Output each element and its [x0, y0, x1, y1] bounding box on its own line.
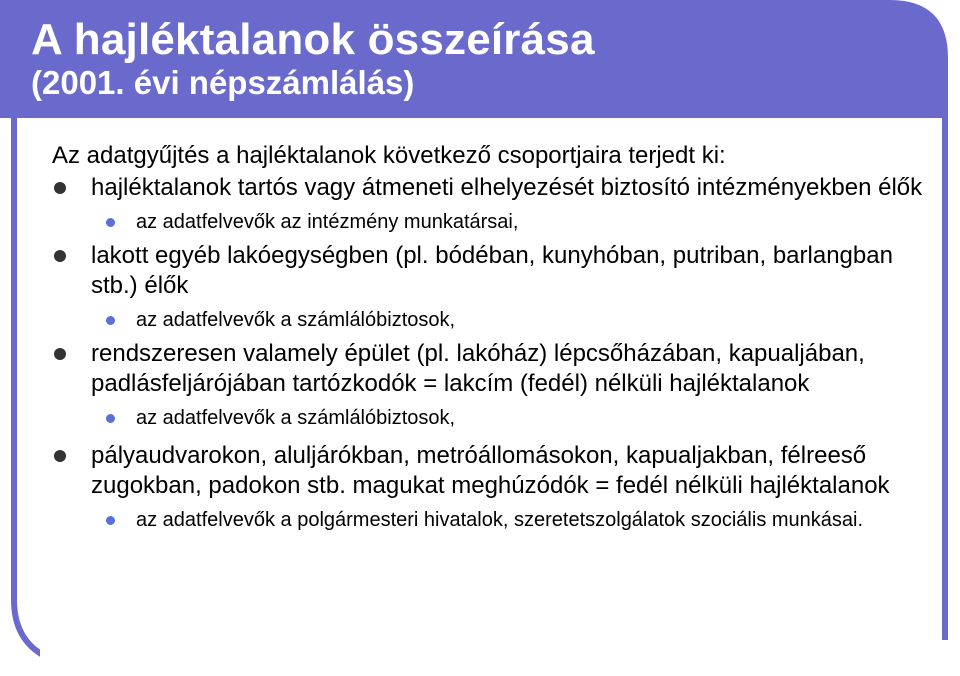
- title-main: A hajléktalanok összeírása: [31, 15, 595, 64]
- sub-bullet-dot-icon: [106, 218, 115, 227]
- bullet-group-1: [52, 173, 942, 203]
- bullet-dot-icon: [54, 182, 66, 194]
- bullet-dot-icon: [54, 348, 66, 360]
- bullet-text: hajléktalanok tartós vagy átmeneti elhelyezését biztosító intézményekben élők: [91, 174, 923, 201]
- title-sub: (2001. évi népszámlálás): [31, 64, 415, 101]
- sub-bullet-4: [52, 507, 942, 533]
- sub-bullet-text: az adatfelvevők a polgármesteri hivatalok, szeretetszolgálatok szociális munkásai.: [136, 509, 864, 531]
- sub-bullet-text: az adatfelvevők a számlálóbiztosok,: [136, 407, 456, 429]
- sub-bullet-dot-icon: [106, 316, 115, 325]
- bullet-dot-icon: [54, 250, 66, 262]
- bullet-text: pályaudvarokon, aluljárókban, metróállomásokon, kapualjakban, félreeső zugokban, padokon stb. magukat meghúzódók = fedél nélküli hajléktalanok: [91, 442, 890, 499]
- bullet-dot-icon: [54, 450, 66, 462]
- bullet-group-3: [52, 339, 942, 399]
- sub-bullet-dot-icon: [106, 414, 115, 423]
- bullet-group-2: [52, 241, 942, 301]
- sub-bullet-dot-icon: [106, 516, 115, 525]
- sub-bullet-1: [52, 209, 942, 235]
- bullet-group-4: [52, 441, 942, 501]
- slide-title: [31, 15, 595, 101]
- intro-text: Az adatgyűjtés a hajléktalanok következő csoportjaira terjedt ki:: [52, 142, 726, 169]
- sub-bullet-2: [52, 307, 942, 333]
- sub-bullet-text: az adatfelvevők a számlálóbiztosok,: [136, 309, 456, 331]
- bullet-text: lakott egyéb lakóegységben (pl. bódéban, kunyhóban, putriban, barlangban stb.) élők: [91, 242, 893, 299]
- bullet-text: rendszeresen valamely épület (pl. lakóház) lépcsőházában, kapualjában, padlásfeljárójában tartózkodók = lakcím (fedél) nélküli hajléktalanok: [91, 340, 865, 397]
- slide-body: [52, 141, 942, 539]
- sub-bullet-3: [52, 405, 942, 431]
- sub-bullet-text: az adatfelvevők az intézmény munkatársai,: [136, 211, 519, 233]
